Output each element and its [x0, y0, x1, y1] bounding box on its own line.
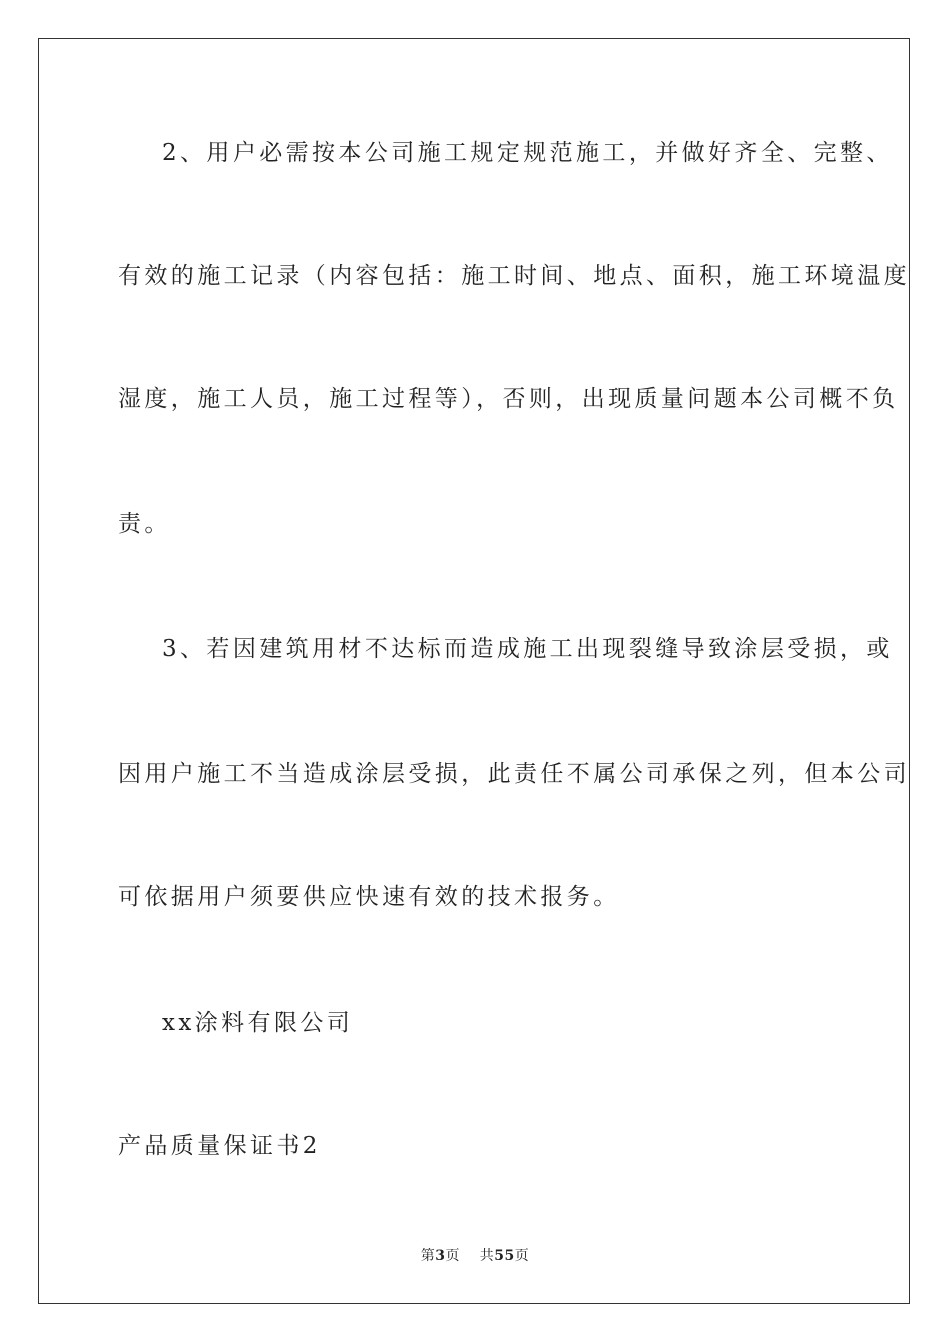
company-signature: xx涂料有限公司	[162, 1010, 354, 1036]
paragraph-3-line-3: 可依据用户须要供应快速有效的技术报务。	[118, 884, 620, 910]
paragraph-3-line-1: 3、若因建筑用材不达标而造成施工出现裂缝导致涂层受损，或	[162, 636, 893, 662]
footer-page-prefix: 第	[420, 1248, 436, 1264]
paragraph-2-line-4: 责。	[118, 511, 171, 537]
paragraph-2-line-1: 2、用户必需按本公司施工规定规范施工，并做好齐全、完整、	[162, 140, 893, 166]
footer-total-suffix: 页	[514, 1248, 530, 1264]
page-footer	[0, 1245, 950, 1265]
footer-total-number: 55	[494, 1248, 515, 1264]
footer-page-suffix: 页	[445, 1248, 460, 1264]
paragraph-3-line-2: 因用户施工不当造成涂层受损，此责任不属公司承保之列，但本公司	[118, 761, 910, 787]
section-heading: 产品质量保证书2	[118, 1133, 321, 1159]
paragraph-2-line-3: 湿度，施工人员，施工过程等），否则，出现质量问题本公司概不负	[118, 386, 899, 412]
footer-total-prefix: 共	[479, 1248, 495, 1264]
footer-page-number: 3	[435, 1248, 446, 1264]
page-border	[38, 38, 910, 1304]
paragraph-2-line-2: 有效的施工记录（内容包括：施工时间、地点、面积，施工环境温度	[118, 263, 910, 289]
